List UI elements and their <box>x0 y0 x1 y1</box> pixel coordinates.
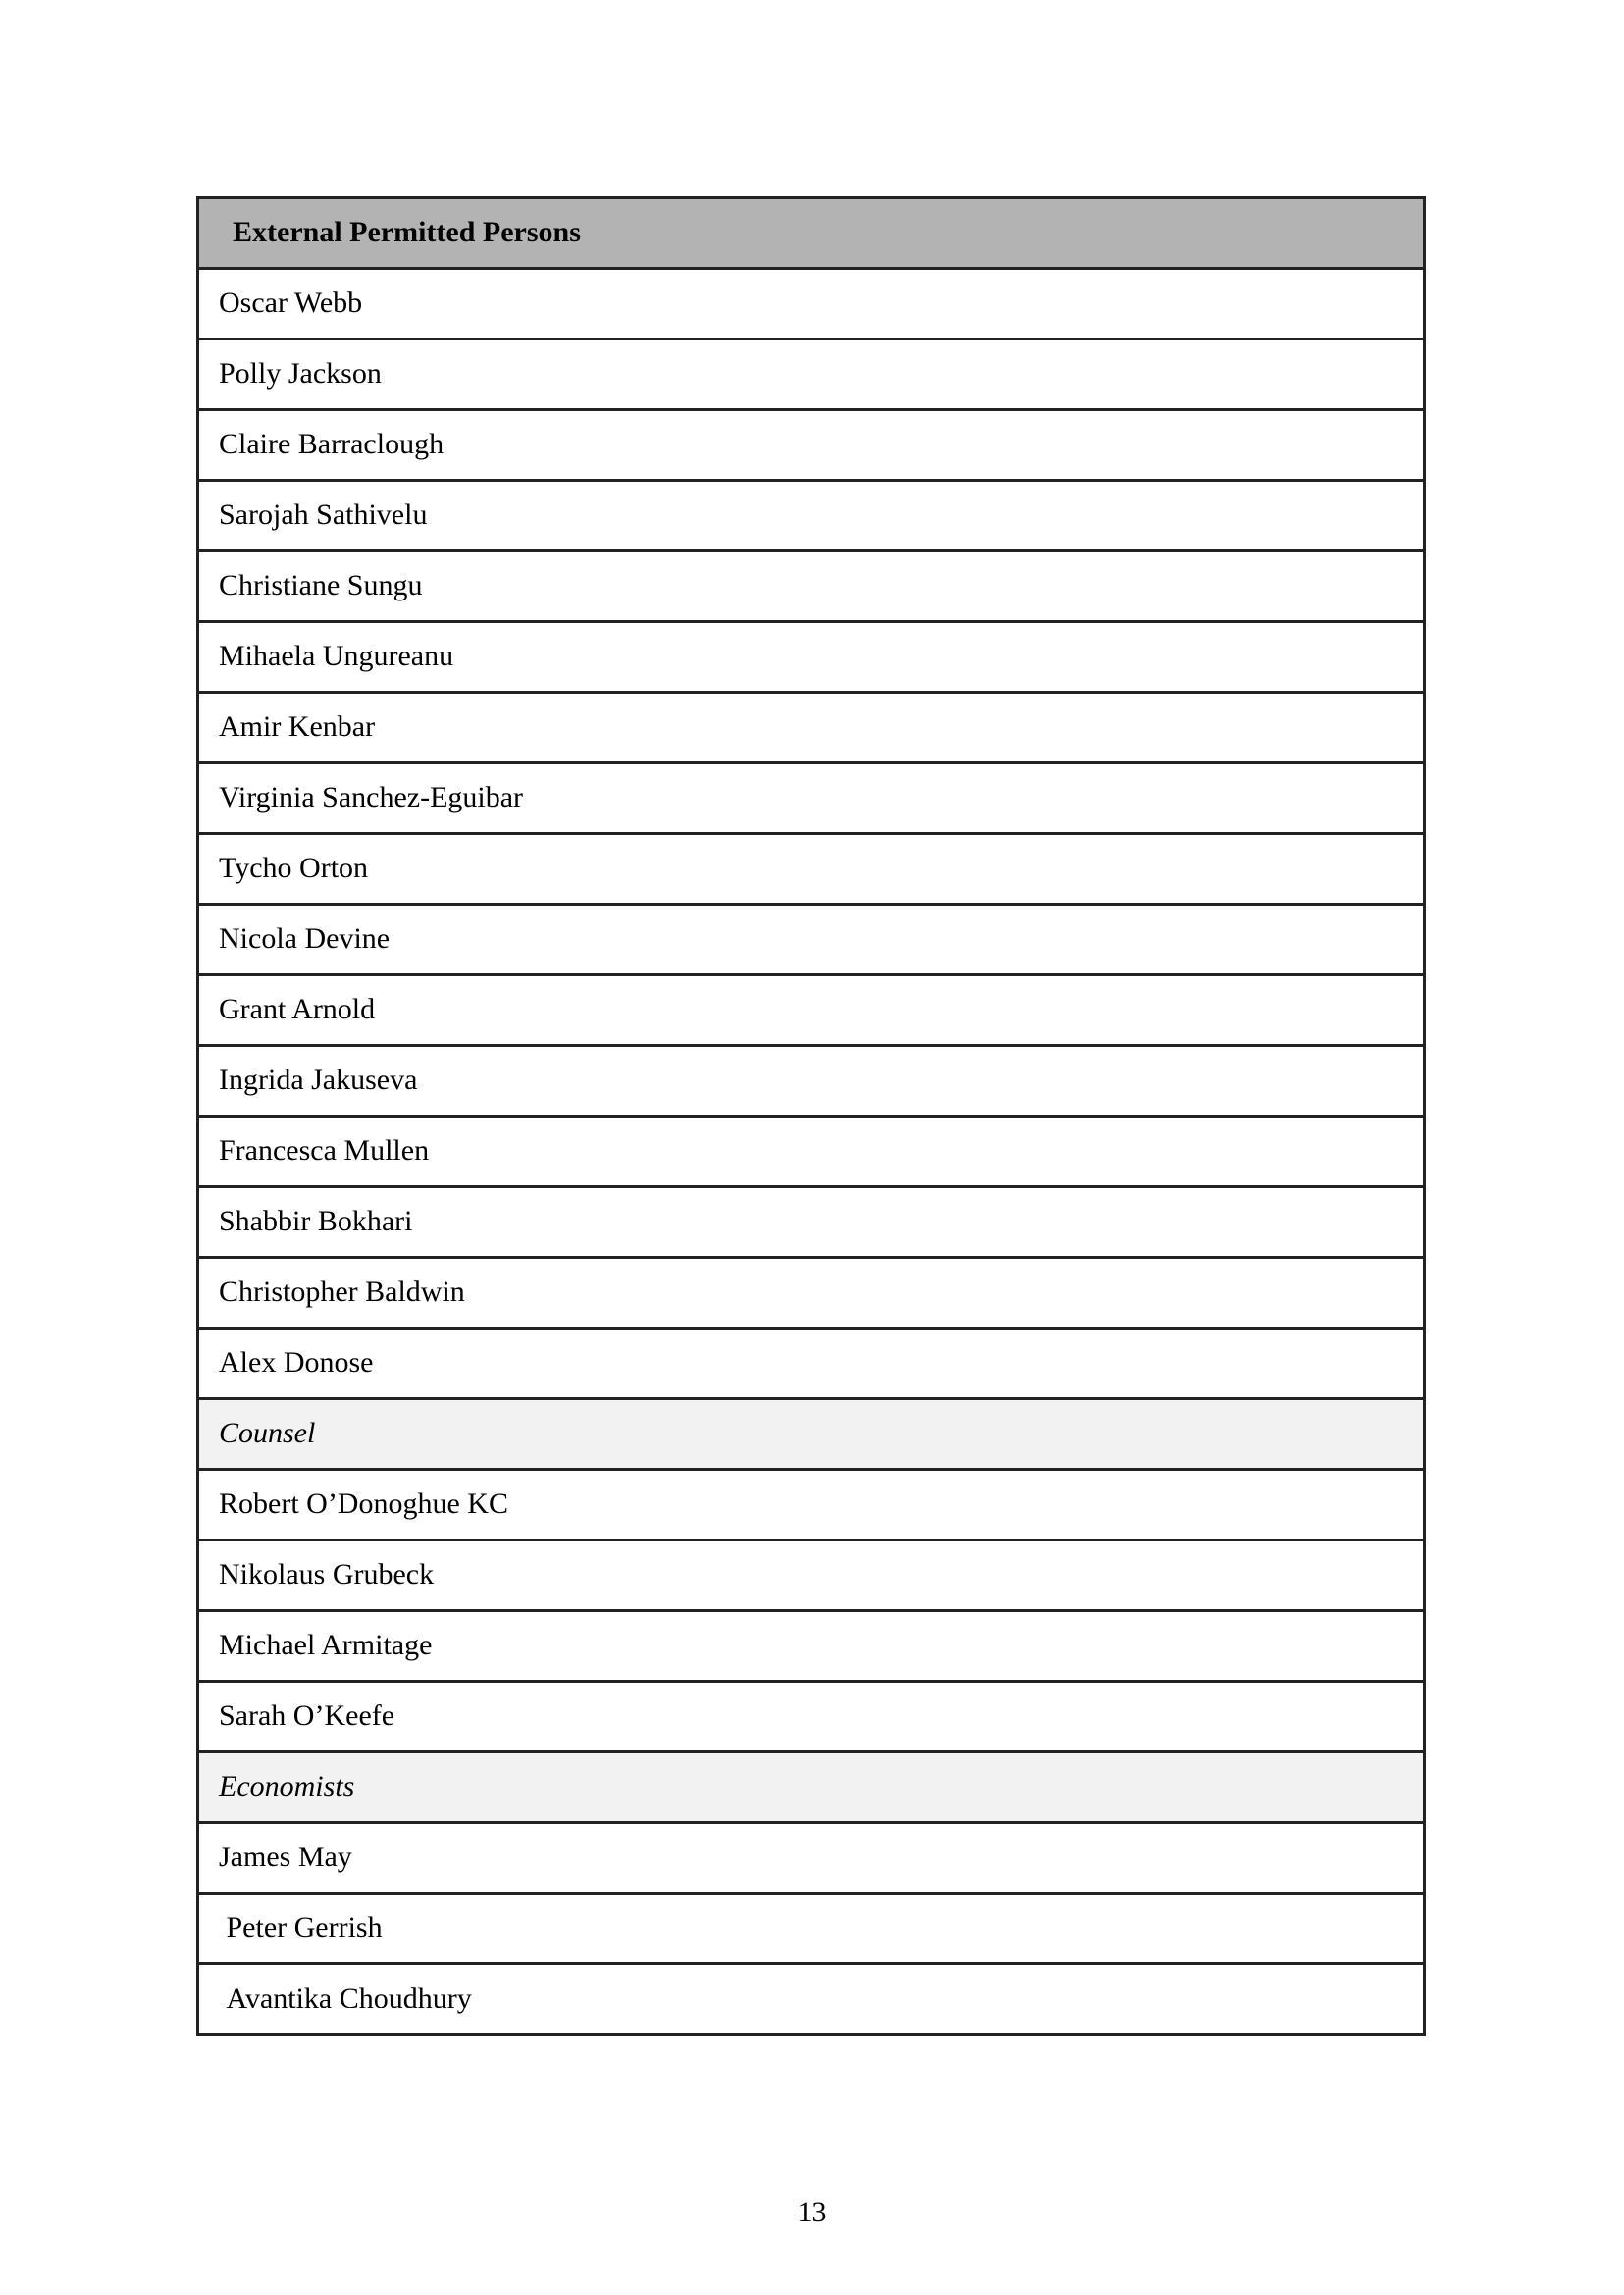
person-name-cell: Francesca Mullen <box>198 1117 1425 1187</box>
person-name-cell: Christopher Baldwin <box>198 1258 1425 1329</box>
person-name-cell: Avantika Choudhury <box>198 1964 1425 2035</box>
table-row <box>198 551 1425 622</box>
table-row <box>198 622 1425 693</box>
person-name-cell: Mihaela Ungureanu <box>198 622 1425 693</box>
person-name-cell: Christiane Sungu <box>198 551 1425 622</box>
external-permitted-persons-table <box>196 196 1426 2036</box>
table-row <box>198 1399 1425 1470</box>
person-name-cell: Shabbir Bokhari <box>198 1187 1425 1258</box>
table-row <box>198 1187 1425 1258</box>
person-name-cell: Michael Armitage <box>198 1611 1425 1682</box>
person-name-cell: Sarojah Sathivelu <box>198 481 1425 551</box>
person-name-cell: Tycho Orton <box>198 834 1425 905</box>
table-head <box>198 198 1425 269</box>
person-name-cell: Robert O’Donoghue KC <box>198 1470 1425 1540</box>
person-name-cell: Alex Donose <box>198 1329 1425 1399</box>
table-row <box>198 1611 1425 1682</box>
person-name-cell: Virginia Sanchez-Eguibar <box>198 763 1425 834</box>
table-header-row <box>198 198 1425 269</box>
table-row <box>198 1117 1425 1187</box>
table-row <box>198 1329 1425 1399</box>
table-row <box>198 1540 1425 1611</box>
table-row <box>198 763 1425 834</box>
person-name-cell: Peter Gerrish <box>198 1894 1425 1964</box>
table-row <box>198 1682 1425 1752</box>
table-row <box>198 1258 1425 1329</box>
table-row <box>198 269 1425 339</box>
table-row <box>198 1470 1425 1540</box>
person-name-cell: Sarah O’Keefe <box>198 1682 1425 1752</box>
table-row <box>198 905 1425 975</box>
person-name-cell: Claire Barraclough <box>198 410 1425 481</box>
person-name-cell: Polly Jackson <box>198 339 1425 410</box>
person-name-cell: Nicola Devine <box>198 905 1425 975</box>
table-row <box>198 410 1425 481</box>
person-name-cell: Grant Arnold <box>198 975 1425 1046</box>
table-row <box>198 1823 1425 1894</box>
group-subheader-cell: Economists <box>198 1752 1425 1823</box>
person-name-cell: Amir Kenbar <box>198 693 1425 763</box>
table-row <box>198 1046 1425 1117</box>
table-header-cell: External Permitted Persons <box>198 198 1425 269</box>
table-row <box>198 481 1425 551</box>
table-body <box>198 269 1425 2035</box>
person-name-cell: Oscar Webb <box>198 269 1425 339</box>
group-subheader-cell: Counsel <box>198 1399 1425 1470</box>
person-name-cell: James May <box>198 1823 1425 1894</box>
person-name-cell: Ingrida Jakuseva <box>198 1046 1425 1117</box>
person-name-cell: Nikolaus Grubeck <box>198 1540 1425 1611</box>
table-row <box>198 1964 1425 2035</box>
table-row <box>198 693 1425 763</box>
table-row <box>198 1752 1425 1823</box>
table-row <box>198 834 1425 905</box>
table-row <box>198 339 1425 410</box>
page-number: 13 <box>797 2196 827 2228</box>
table-row <box>198 975 1425 1046</box>
table-row <box>198 1894 1425 1964</box>
